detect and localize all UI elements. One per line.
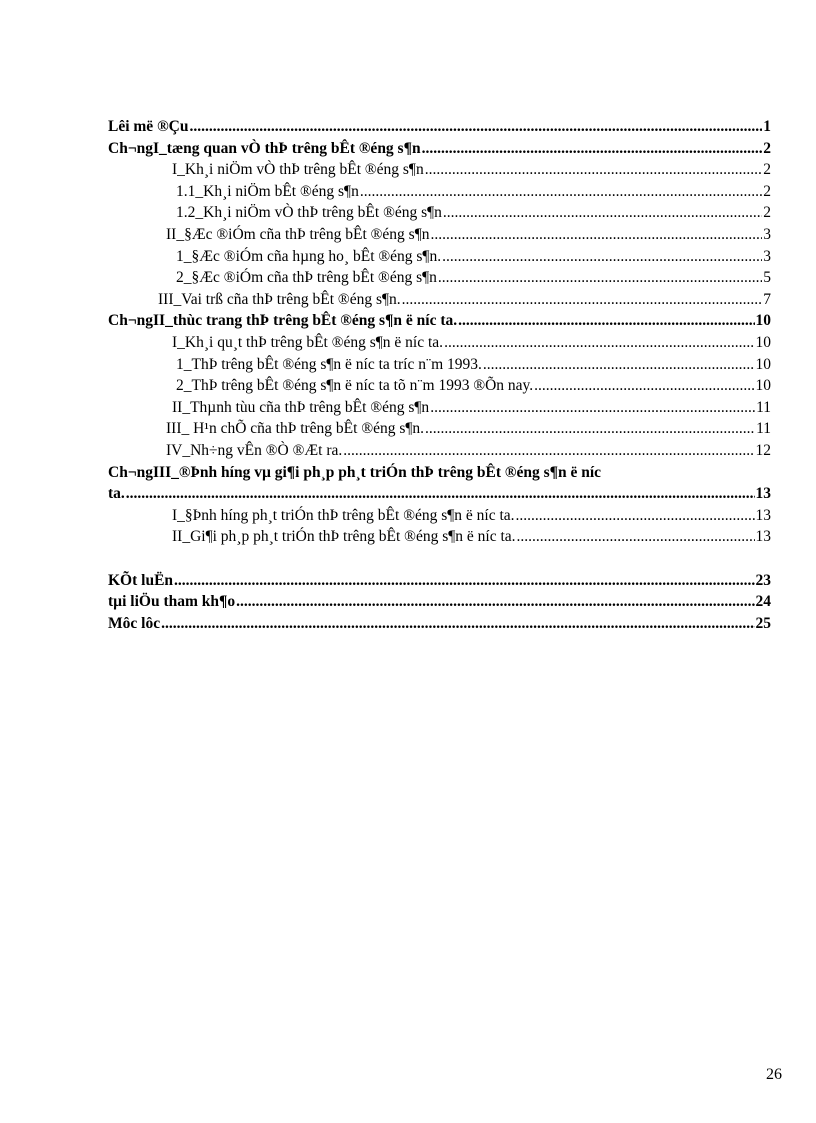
toc-entry-page: 3 <box>763 225 771 243</box>
toc-entry-page: 13 <box>755 528 771 546</box>
dot-leader <box>360 183 762 201</box>
toc-entry-title: 1.2_Kh¸i niÖm vÒ thÞ trêng bÊt ®éng s¶n <box>176 204 442 222</box>
dot-leader <box>402 291 763 309</box>
toc-entry-page: 7 <box>763 290 771 308</box>
dot-leader <box>425 161 763 179</box>
dot-leader <box>174 572 754 590</box>
toc-entry-page: 2 <box>763 139 771 157</box>
toc-entry-page: 10 <box>755 333 771 351</box>
toc-entry-title: 2_ThÞ trêng bÊt ®éng s¶n ë níc ta tõ n¨m 1993 ®Õn nay. <box>176 377 534 395</box>
toc-entry-title-line1: Ch¬ngIII_®Þnh híng vµ gi¶i ph¸p ph¸t triÓn thÞ trêng bÊt ®éng s¶n ë níc <box>108 463 602 481</box>
toc-entry-page: 2 <box>763 204 771 222</box>
toc-entry[interactable] <box>108 161 771 183</box>
toc-entry-chapter-2[interactable] <box>108 312 771 334</box>
toc-entry[interactable] <box>108 377 771 399</box>
dot-leader <box>483 356 755 374</box>
toc-entry-page: 5 <box>763 269 771 287</box>
toc-entry[interactable] <box>108 248 771 270</box>
toc-entry[interactable] <box>108 204 771 226</box>
toc-entry-title: 1_ThÞ trêng bÊt ®éng s¶n ë níc ta tríc n¨m 1993. <box>176 355 482 373</box>
toc-entry[interactable] <box>108 356 771 378</box>
dot-leader <box>343 442 754 460</box>
toc-entry[interactable] <box>108 226 771 248</box>
toc-entry-page: 2 <box>763 161 771 179</box>
dot-leader <box>438 269 762 287</box>
toc-entry-title: KÕt luËn <box>108 571 174 589</box>
toc-entry-title: Lêi më ®Çu <box>108 118 189 135</box>
dot-leader <box>516 507 755 525</box>
toc-entry-title: II_Gi¶i ph¸p ph¸t triÓn thÞ trêng bÊt ®éng s¶n ë níc ta. <box>172 528 516 546</box>
spacer <box>108 550 771 572</box>
toc-entry-title: Ch¬ngII_thùc trang thÞ trêng bÊt ®éng s¶n ë níc ta. <box>108 312 458 330</box>
toc-entry[interactable] <box>108 528 771 550</box>
toc-entry-references[interactable] <box>108 593 771 615</box>
dot-leader <box>161 615 754 633</box>
toc-entry-title: 1.1_Kh¸i niÖm bÊt ®éng s¶n <box>176 182 359 200</box>
toc-entry[interactable] <box>108 420 771 442</box>
toc-entry-title: I_Kh¸i niÖm vÒ thÞ trêng bÊt ®éng s¶n <box>172 161 424 179</box>
toc-entry-title: tµi liÖu tham kh¶o <box>108 593 236 611</box>
dot-leader <box>444 334 754 352</box>
toc-entry[interactable] <box>108 183 771 205</box>
dot-leader <box>189 118 762 136</box>
toc-entry-page: 12 <box>755 441 771 459</box>
toc-entry-title: Môc lôc <box>108 615 161 633</box>
toc-entry-conclusion[interactable] <box>108 572 771 594</box>
toc-entry-title: II_Thµnh tùu cña thÞ trêng bÊt ®éng s¶n <box>172 398 430 416</box>
toc-entry-page: 13 <box>755 485 771 503</box>
toc-entry[interactable] <box>108 269 771 291</box>
dot-leader <box>442 248 762 266</box>
toc-entry-page: 13 <box>755 506 771 524</box>
toc-entry-title-line2: ta. <box>108 485 125 503</box>
dot-leader <box>430 226 762 244</box>
toc-entry-title: II_§Æc ®iÓm cña thÞ trêng bÊt ®éng s¶n <box>166 225 430 243</box>
toc-entry-page: 23 <box>755 571 771 589</box>
dot-leader <box>236 593 754 611</box>
toc-entry-chapter-1[interactable] <box>108 140 771 162</box>
toc-entry-page: 11 <box>756 420 771 438</box>
toc-entry[interactable] <box>108 442 771 464</box>
toc-entry-page: 24 <box>755 593 771 611</box>
toc-entry-page: 10 <box>755 312 771 330</box>
toc-entry-title: IV_Nh÷ng vÊn ®Ò ®Æt ra. <box>166 441 343 459</box>
toc-entry[interactable] <box>108 334 771 356</box>
toc-entry-title: III_ H¹n chÕ cña thÞ trêng bÊt ®éng s¶n. <box>166 420 425 438</box>
toc-entry-contents[interactable] <box>108 615 771 637</box>
toc-entry-page: 25 <box>755 615 771 633</box>
toc-entry-page: 11 <box>756 398 771 416</box>
toc-entry-page: 2 <box>763 182 771 200</box>
toc-entry-intro[interactable] <box>108 118 771 140</box>
dot-leader <box>458 312 754 330</box>
dot-leader <box>425 420 755 438</box>
toc-entry-page: 1 <box>763 118 771 135</box>
toc-entry-page: 3 <box>763 247 771 265</box>
toc-entry-page: 10 <box>755 377 771 395</box>
toc-entry-title: I_Kh¸i qu¸t thÞ trêng bÊt ®éng s¶n ë níc ta. <box>172 333 444 351</box>
dot-leader <box>517 528 755 546</box>
toc-entry-title: I_§Þnh híng ph¸t triÓn thÞ trêng bÊt ®éng s¶n ë níc ta. <box>172 506 515 524</box>
dot-leader <box>534 377 754 395</box>
dot-leader <box>422 140 763 158</box>
toc-entry-title: 2_§Æc ®iÓm cña thÞ trêng bÊt ®éng s¶n <box>176 269 437 287</box>
toc-entry[interactable] <box>108 291 771 313</box>
toc-entry[interactable] <box>108 507 771 529</box>
page-number: 26 <box>766 1066 782 1083</box>
dot-leader <box>430 399 755 417</box>
toc-entry-title: 1_§Æc ®iÓm cña hµng ho¸ bÊt ®éng s¶n. <box>176 247 442 265</box>
toc-entry[interactable] <box>108 399 771 421</box>
toc-entry-page: 10 <box>755 355 771 373</box>
dot-leader <box>126 485 755 503</box>
toc-entry-chapter-3[interactable] <box>108 464 771 507</box>
table-of-contents <box>108 118 771 637</box>
dot-leader <box>443 204 762 222</box>
toc-entry-title: III_Vai trß cña thÞ trêng bÊt ®éng s¶n. <box>158 290 401 308</box>
toc-entry-title: Ch¬ngI_tæng quan vÒ thÞ trêng bÊt ®éng s¶n <box>108 139 421 157</box>
